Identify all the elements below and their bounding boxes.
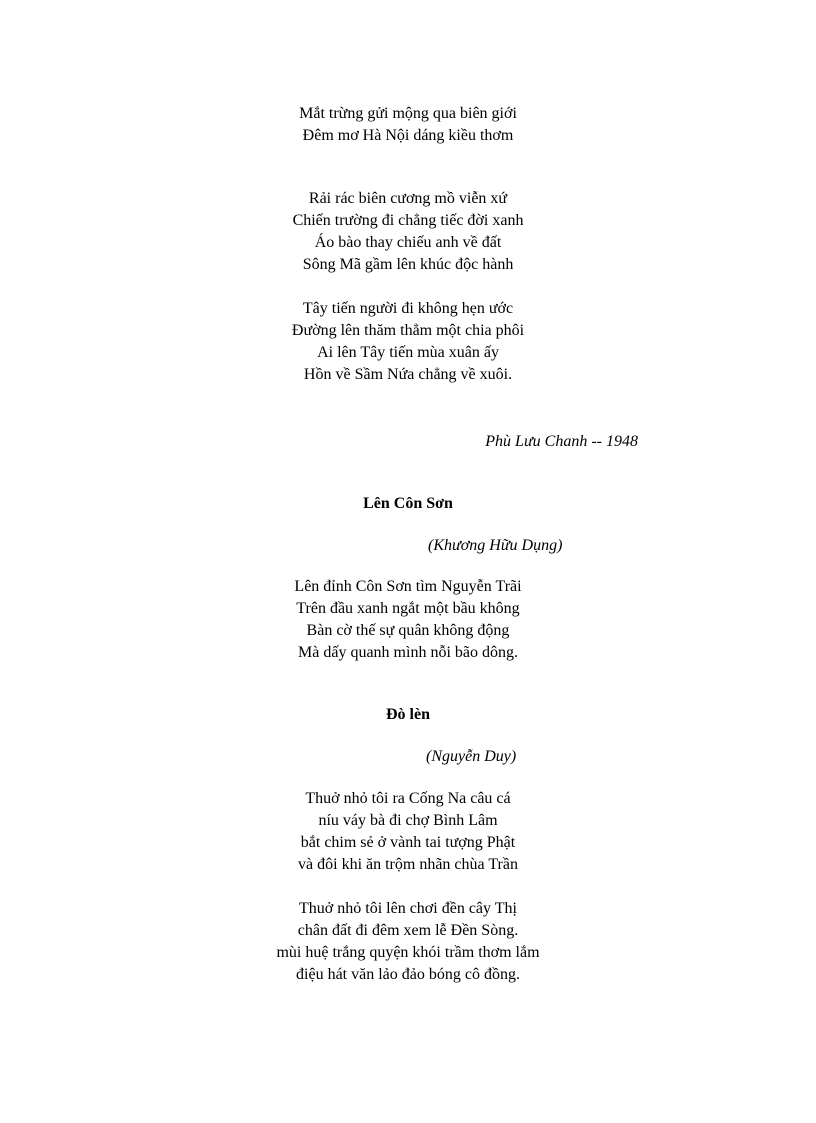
poem-line: và đôi khi ăn trộm nhãn chùa Trần <box>298 856 518 873</box>
poem-line: bắt chim sẻ ở vành tai tượng Phật <box>300 834 516 851</box>
poem-line: Tây tiến người đi không hẹn ước <box>302 300 514 317</box>
poem-line: Đường lên thăm thẳm một chia phôi <box>291 322 525 339</box>
poem-line: Lên đỉnh Côn Sơn tìm Nguyễn Trãi <box>294 578 522 595</box>
poem-line: Bàn cờ thế sự quân không động <box>306 622 510 639</box>
poem-line: Sông Mã gầm lên khúc độc hành <box>302 256 514 273</box>
poem-line: Áo bào thay chiếu anh về đất <box>314 234 502 251</box>
poem1-stanza-2 <box>0 188 816 276</box>
poem-line: Đêm mơ Hà Nội dáng kiều thơm <box>302 127 514 144</box>
poem3-stanza-1 <box>0 788 816 876</box>
poem-line: Ai lên Tây tiến mùa xuân ấy <box>317 344 499 361</box>
poem-line: chân đất đi đêm xem lễ Đền Sòng. <box>297 922 519 939</box>
poem1-stanza-3 <box>0 298 816 386</box>
poem1-signature: Phù Lưu Chanh -- 1948 <box>485 433 638 450</box>
poem-line: Hồn về Sầm Nứa chẳng về xuôi. <box>303 366 513 383</box>
poem-line: Thuở nhỏ tôi lên chơi đền cây Thị <box>299 900 517 917</box>
poem2-title: Lên Côn Sơn <box>363 495 453 512</box>
poem-line: Rải rác biên cương mồ viễn xứ <box>308 190 508 207</box>
poem-line: mùi huệ trắng quyện khói trầm thơm lắm <box>276 944 540 961</box>
poem2-stanza <box>0 576 816 664</box>
poem3-stanza-2 <box>0 898 816 986</box>
poem-line: điệu hát văn lảo đảo bóng cô đồng. <box>296 966 520 983</box>
poem-line: níu váy bà đi chợ Bình Lâm <box>318 812 498 829</box>
poem-line: Chiến trường đi chẳng tiếc đời xanh <box>292 212 524 229</box>
poem3-author: (Nguyễn Duy) <box>426 748 517 765</box>
poem2-author: (Khương Hữu Dụng) <box>428 537 563 554</box>
poem1-stanza-1 <box>0 103 816 147</box>
poem-line: Mắt trừng gửi mộng qua biên giới <box>299 105 517 122</box>
poem-line: Thuở nhỏ tôi ra Cống Na câu cá <box>305 790 511 807</box>
poem3-title: Đò lèn <box>386 706 430 723</box>
poem-line: Trên đầu xanh ngắt một bầu không <box>296 600 520 617</box>
poem-line: Mà dấy quanh mình nỗi bão dông. <box>298 644 518 661</box>
